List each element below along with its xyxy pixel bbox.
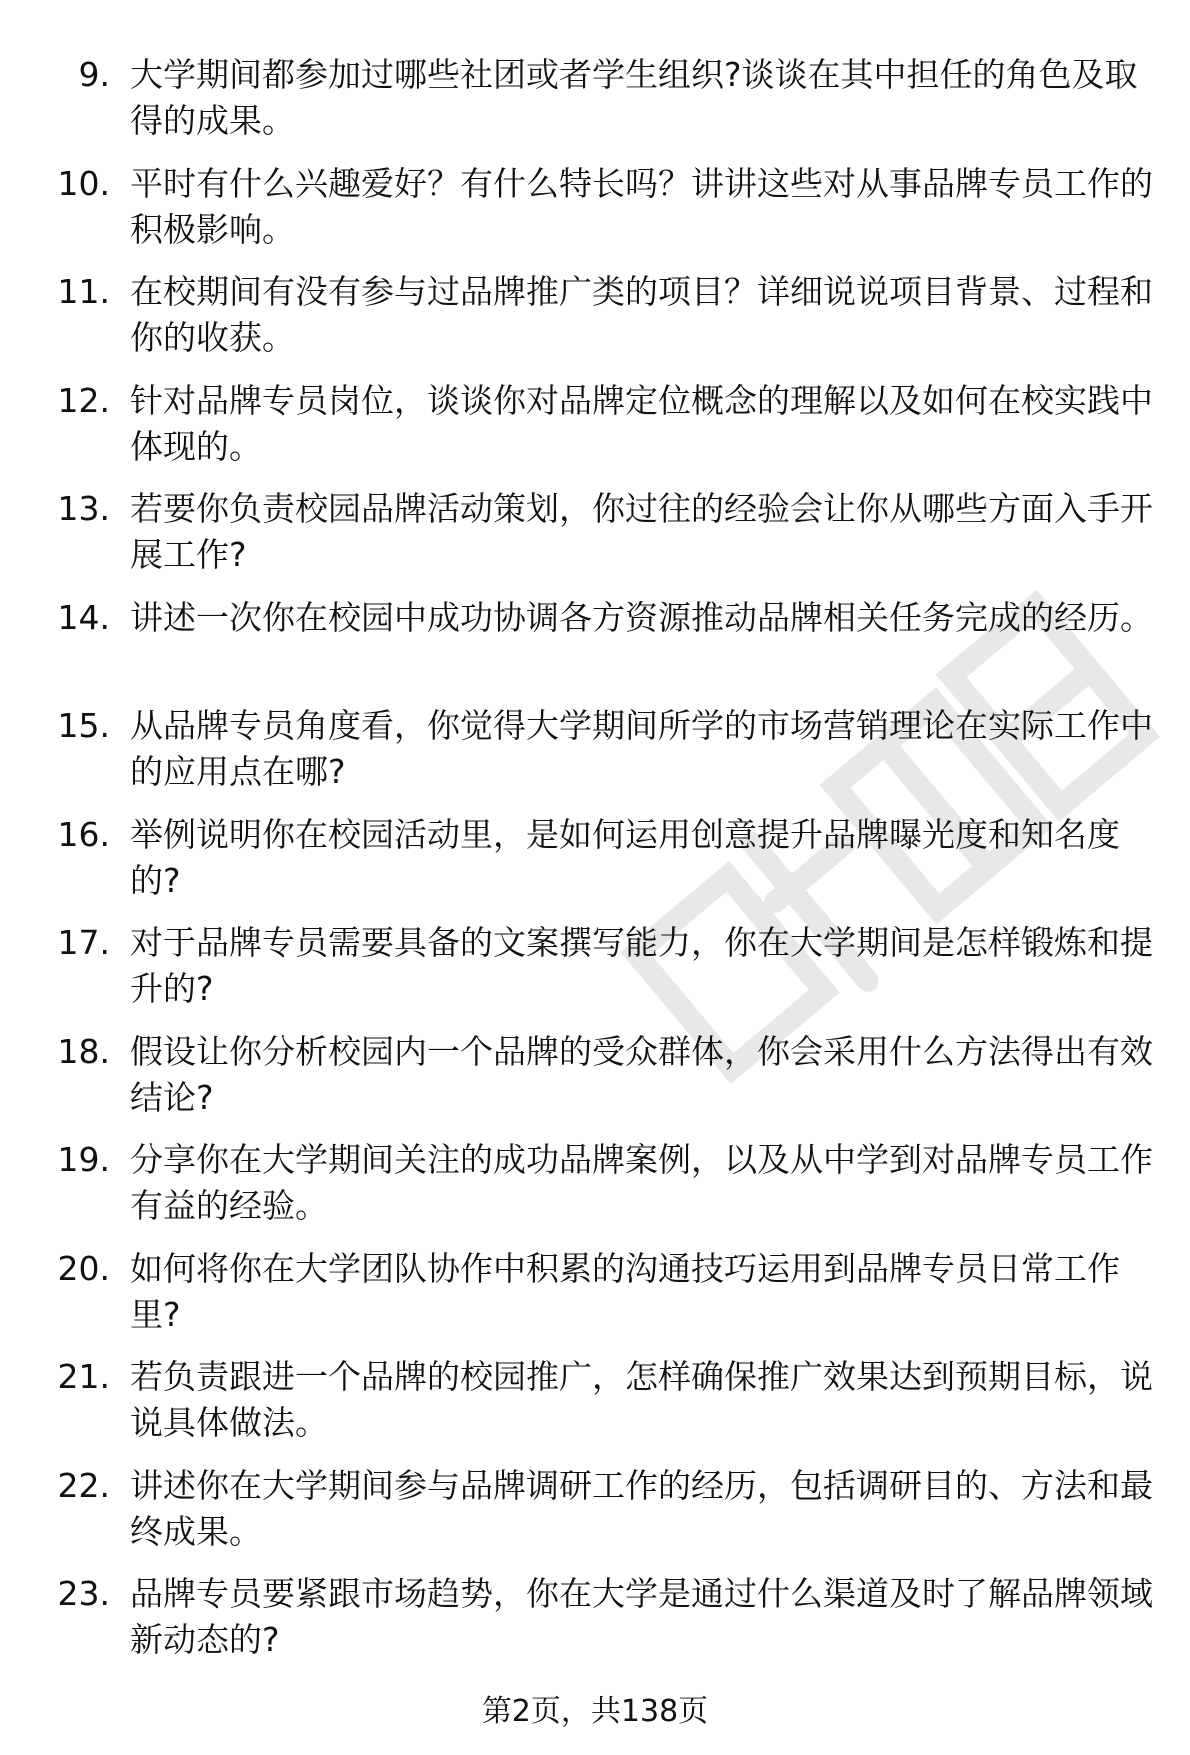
question-number: 15. xyxy=(57,706,110,745)
question-number: 16. xyxy=(57,814,110,854)
question-number: 19. xyxy=(57,1140,110,1179)
question-number: 23. xyxy=(57,1574,110,1613)
list-item xyxy=(0,52,1190,161)
list-item xyxy=(0,1137,1190,1246)
question-number: 20. xyxy=(57,1248,110,1288)
list-item xyxy=(0,269,1190,378)
list-item xyxy=(0,1246,1190,1355)
question-number: 21. xyxy=(57,1357,110,1396)
question-text: 举例说明你在校园活动里，是如何运用创意提升品牌曝光度和知名度的? xyxy=(130,814,1120,900)
page-number-footer: 第2页，共138页 xyxy=(481,1694,709,1729)
list-item xyxy=(0,378,1190,487)
question-text: 针对品牌专员岗位，谈谈你对品牌定位概念的理解以及如何在校实践中体现的。 xyxy=(130,380,1153,466)
question-number: 14. xyxy=(57,597,110,637)
question-number: 9. xyxy=(78,55,110,94)
question-text: 若负责跟进一个品牌的校园推广，怎样确保推广效果达到预期目标，说说具体做法。 xyxy=(130,1357,1153,1442)
question-text: 若要你负责校园品牌活动策划，你过往的经验会让你从哪些方面入手开展工作? xyxy=(130,489,1153,574)
list-item xyxy=(0,1463,1190,1572)
list-item xyxy=(0,595,1190,704)
list-item xyxy=(0,486,1190,595)
question-number: 12. xyxy=(57,380,110,420)
list-item xyxy=(0,920,1190,1029)
list-item xyxy=(0,1029,1190,1138)
question-text: 在校期间有没有参与过品牌推广类的项目？详细说说项目背景、过程和你的收获。 xyxy=(130,272,1153,357)
question-text: 平时有什么兴趣爱好？有什么特长吗？讲讲这些对从事品牌专员工作的积极影响。 xyxy=(130,163,1153,249)
question-text: 如何将你在大学团队协作中积累的沟通技巧运用到品牌专员日常工作里? xyxy=(130,1248,1120,1334)
question-number: 22. xyxy=(57,1465,110,1505)
list-item xyxy=(0,1571,1190,1680)
list-item xyxy=(0,1354,1190,1463)
question-list xyxy=(0,52,1190,1680)
list-item xyxy=(0,703,1190,812)
question-number: 13. xyxy=(57,489,110,528)
question-text: 假设让你分析校园内一个品牌的受众群体，你会采用什么方法得出有效结论? xyxy=(130,1031,1153,1117)
question-text: 讲述你在大学期间参与品牌调研工作的经历，包括调研目的、方法和最终成果。 xyxy=(130,1465,1153,1551)
question-number: 10. xyxy=(57,163,110,203)
question-number: 17. xyxy=(57,923,110,962)
question-text: 从品牌专员角度看，你觉得大学期间所学的市场营销理论在实际工作中的应用点在哪? xyxy=(130,706,1153,791)
question-text: 讲述一次你在校园中成功协调各方资源推动品牌相关任务完成的经历。 xyxy=(130,597,1153,637)
question-text: 对于品牌专员需要具备的文案撰写能力，你在大学期间是怎样锻炼和提升的? xyxy=(130,923,1153,1008)
question-text: 品牌专员要紧跟市场趋势，你在大学是通过什么渠道及时了解品牌领域新动态的? xyxy=(130,1574,1153,1659)
list-item xyxy=(0,812,1190,921)
question-text: 分享你在大学期间关注的成功品牌案例，以及从中学到对品牌专员工作有益的经验。 xyxy=(130,1140,1153,1225)
question-number: 18. xyxy=(57,1031,110,1071)
list-item xyxy=(0,161,1190,270)
question-number: 11. xyxy=(57,272,110,311)
question-text: 大学期间都参加过哪些社团或者学生组织?谈谈在其中担任的角色及取得的成果。 xyxy=(130,55,1138,140)
